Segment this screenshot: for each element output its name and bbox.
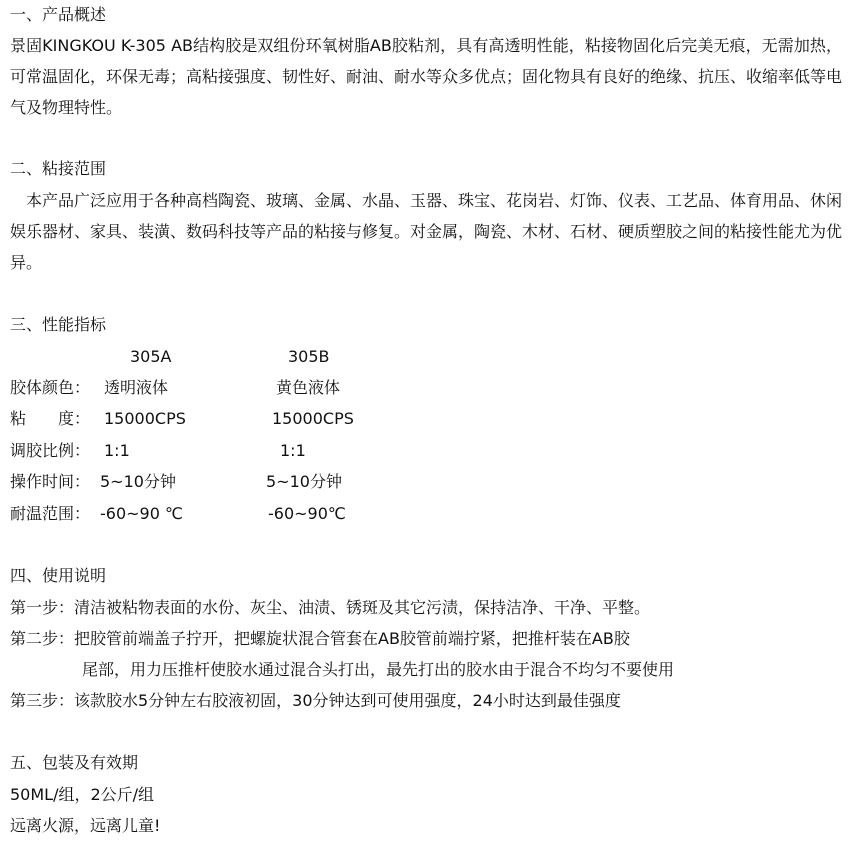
spec-row-value-b: 黄色液体 — [276, 378, 341, 397]
scope-paragraph: 本产品广泛应用于各种高档陶瓷、玻璃、金属、水晶、玉器、珠宝、花岗岩、灯饰、仪表、工艺品、体育用品、休闲娱乐器材、家具、装潢、数码科技等产品的粘接与修复。对金属，陶瓷、木材、石材、硬质塑胶之间的粘接性能尤为优异。 — [10, 191, 843, 272]
section-title-specs: 三、性能指标 — [10, 315, 107, 334]
section-title-scope: 二、粘接范围 — [10, 159, 107, 178]
section-title-packaging: 五、包装及有效期 — [10, 753, 139, 772]
spec-row-label: 操作时间： — [10, 472, 91, 491]
spec-row-value-a: -60~90 ℃ — [100, 504, 183, 523]
overview-paragraph: 景固KINGKOU K-305 AB结构胶是双组份环氧树脂AB胶粘剂，具有高透明性能，粘接物固化后完美无痕，无需加热，可常温固化，环保无毒；高粘接强度、韧性好、耐油、耐水等众多优点；固化物具有良好的绝缘、抗压、收缩率低等电气及物理特性。 — [10, 36, 843, 117]
packaging-line: 50ML/组，2公斤/组 — [10, 785, 155, 804]
spec-row-value-b: 1:1 — [280, 441, 306, 460]
spec-row-value-a: 15000CPS — [104, 409, 186, 428]
usage-step-2: 第二步：把胶管前端盖子拧开，把螺旋状混合管套在AB胶管前端拧紧，把推杆装在AB胶 — [10, 629, 630, 648]
usage-step-1: 第一步：清洁被粘物表面的水份、灰尘、油渍、锈斑及其它污渍，保持洁净、干净、平整。 — [10, 598, 651, 617]
spec-row-value-a: 透明液体 — [104, 378, 169, 397]
spec-row-value-a: 5~10分钟 — [100, 472, 176, 491]
spec-row-value-a: 1:1 — [104, 441, 130, 460]
section-title-overview: 一、产品概述 — [10, 5, 107, 24]
spec-col-header-b: 305B — [288, 347, 330, 366]
section-title-usage: 四、使用说明 — [10, 566, 107, 585]
spec-row-label: 调胶比例： — [10, 441, 91, 460]
spec-row-label: 耐温范围： — [10, 504, 91, 523]
spec-col-header-a: 305A — [130, 347, 172, 366]
usage-step-2-continued: 尾部，用力压推杆使胶水通过混合头打出，最先打出的胶水由于混合不均匀不要使用 — [82, 660, 675, 679]
spec-row-value-b: 5~10分钟 — [266, 472, 342, 491]
spec-row-label: 胶体颜色： — [10, 378, 91, 397]
spec-row-label: 粘 度： — [10, 409, 91, 428]
usage-step-3: 第三步：该款胶水5分钟左右胶液初固，30分钟达到可使用强度，24小时达到最佳强度 — [10, 691, 621, 710]
spec-row-value-b: -60~90℃ — [268, 504, 346, 523]
spec-row-value-b: 15000CPS — [272, 409, 354, 428]
warning-line: 远离火源，远离儿童! — [10, 816, 161, 835]
